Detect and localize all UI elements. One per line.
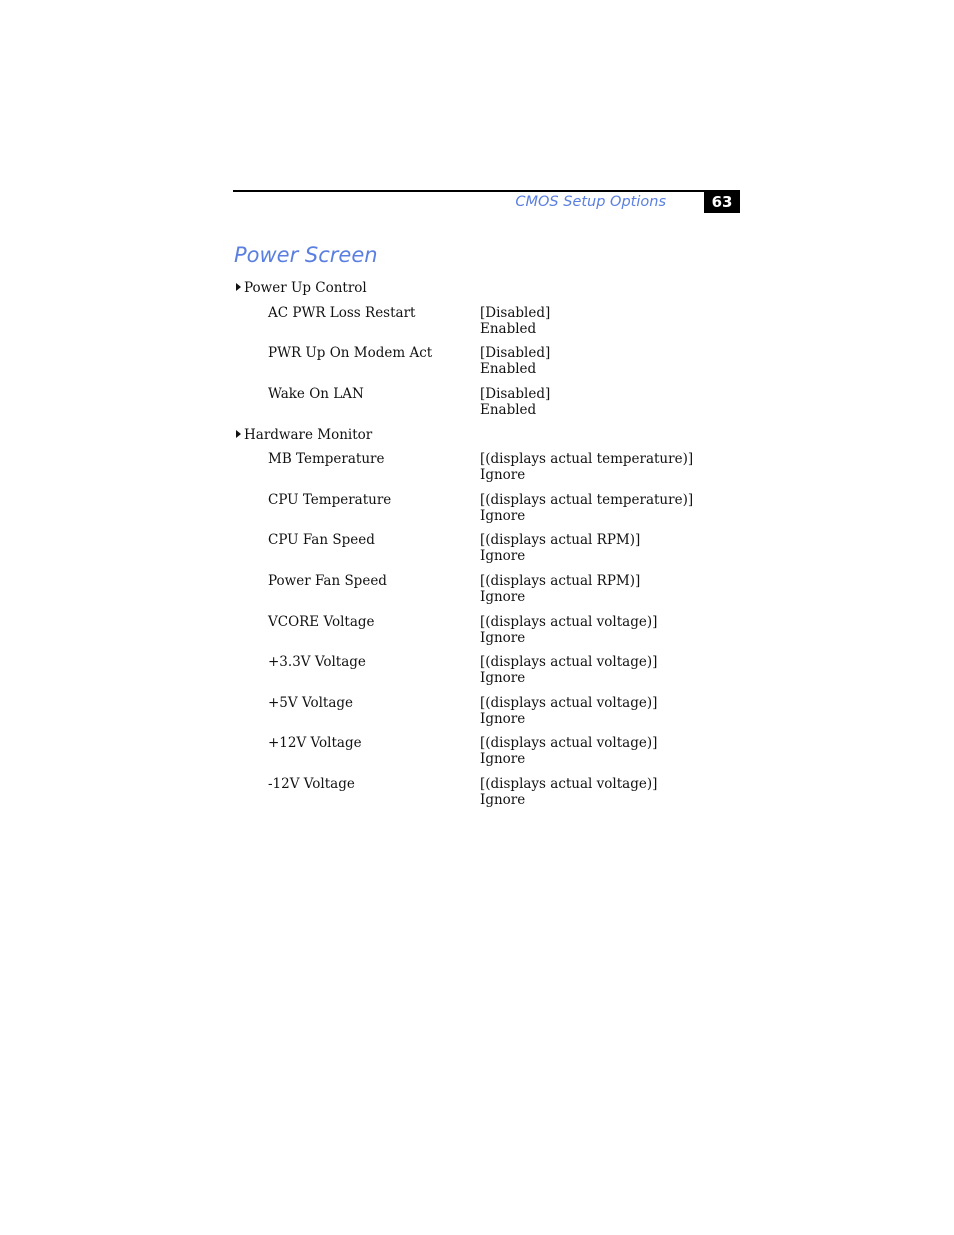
option-value: [(displays actual voltage)] (480, 614, 658, 630)
option-name: VCORE Voltage (268, 614, 375, 630)
option-value: [Disabled] (480, 386, 551, 402)
option-name: +5V Voltage (268, 695, 354, 711)
option-value: Ignore (480, 711, 526, 727)
header-rule (233, 190, 705, 192)
option-value: Ignore (480, 792, 526, 808)
option-values (480, 654, 657, 686)
option-values (480, 735, 657, 767)
option-name: Wake On LAN (268, 386, 364, 402)
option-name: PWR Up On Modem Act (268, 345, 433, 361)
page-title: Power Screen (234, 243, 378, 267)
option-values (480, 532, 640, 564)
option-values (480, 614, 657, 646)
section-hardware-monitor (236, 427, 372, 443)
running-header: CMOS Setup Options (515, 194, 666, 210)
option-value: [(displays actual RPM)] (480, 532, 641, 548)
option-value: [(displays actual voltage)] (480, 695, 658, 711)
option-values (480, 305, 550, 337)
option-name: Power Fan Speed (268, 573, 387, 589)
option-value: Ignore (480, 751, 526, 767)
option-values (480, 776, 657, 808)
option-value: [(displays actual voltage)] (480, 735, 658, 751)
option-value: Ignore (480, 467, 526, 483)
section-heading: Power Up Control (244, 280, 367, 296)
option-name: MB Temperature (268, 451, 385, 467)
option-values (480, 573, 640, 605)
section-power-up-control (236, 280, 367, 296)
option-value: Ignore (480, 670, 526, 686)
option-values (480, 345, 550, 377)
triangle-bullet-icon (236, 430, 241, 438)
option-value: Ignore (480, 589, 526, 605)
option-name: -12V Voltage (268, 776, 355, 792)
option-value: [Disabled] (480, 305, 551, 321)
option-value: Enabled (480, 402, 537, 418)
option-value: [(displays actual temperature)] (480, 451, 694, 467)
option-value: Ignore (480, 630, 526, 646)
option-value: [(displays actual voltage)] (480, 776, 658, 792)
option-name: +3.3V Voltage (268, 654, 366, 670)
option-value: [Disabled] (480, 345, 551, 361)
option-values (480, 451, 693, 483)
option-value: Ignore (480, 508, 526, 524)
option-name: CPU Temperature (268, 492, 392, 508)
option-name: CPU Fan Speed (268, 532, 375, 548)
option-value: Enabled (480, 321, 537, 337)
section-heading: Hardware Monitor (244, 427, 373, 443)
option-value: Enabled (480, 361, 537, 377)
triangle-bullet-icon (236, 283, 241, 291)
option-values (480, 492, 693, 524)
option-values (480, 695, 657, 727)
option-value: [(displays actual RPM)] (480, 573, 641, 589)
option-value: Ignore (480, 548, 526, 564)
page-number: 63 (704, 190, 740, 213)
option-name: +12V Voltage (268, 735, 362, 751)
option-values (480, 386, 550, 418)
option-value: [(displays actual temperature)] (480, 492, 694, 508)
option-name: AC PWR Loss Restart (268, 305, 416, 321)
option-value: [(displays actual voltage)] (480, 654, 658, 670)
